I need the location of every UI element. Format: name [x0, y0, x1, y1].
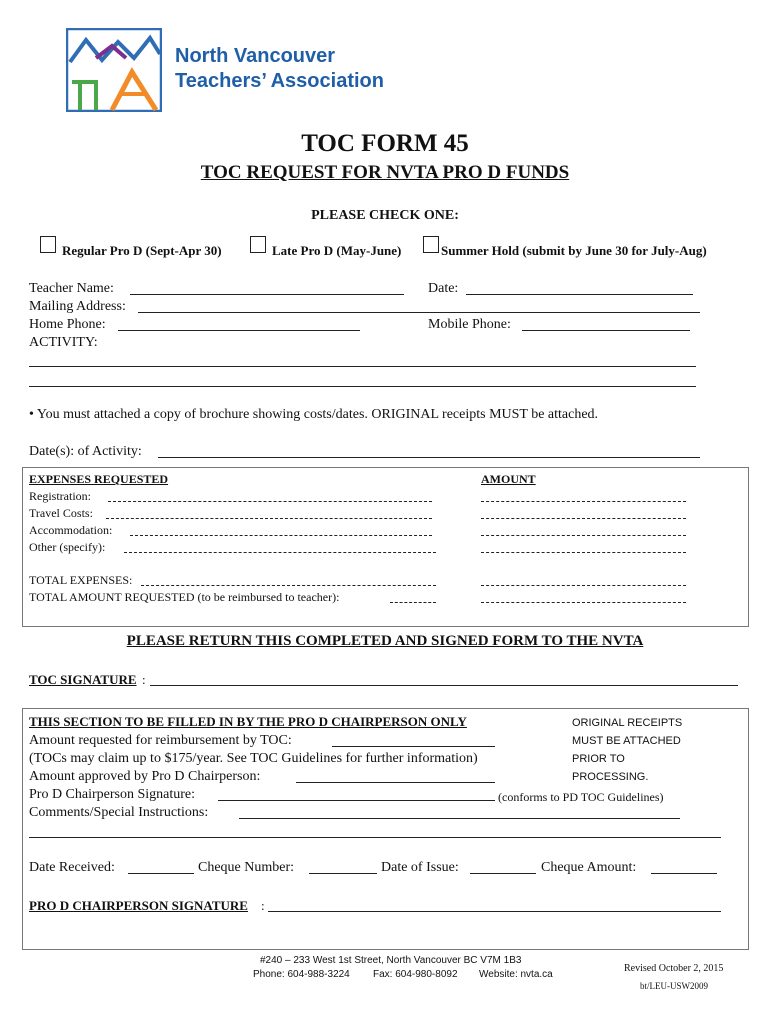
comments-label: Comments/Special Instructions:	[29, 805, 209, 820]
chair-signature-label: Pro D Chairperson Signature:	[29, 787, 196, 802]
activity-field-line-1[interactable]	[29, 366, 696, 367]
footer-fax: Fax: 604-980-8092	[373, 969, 458, 980]
date-field[interactable]	[466, 294, 693, 295]
amount-field-registration[interactable]	[481, 501, 686, 502]
dates-of-activity-field[interactable]	[158, 457, 700, 458]
expense-field-registration[interactable]	[108, 501, 432, 502]
revised-date: Revised October 2, 2015	[624, 963, 724, 974]
expense-label-other: Other (specify):	[29, 540, 106, 554]
amount-requested-field[interactable]	[332, 746, 495, 747]
expense-field-travel[interactable]	[106, 518, 432, 519]
org-name-line2: Teachers’ Association	[175, 70, 384, 92]
date-received-field[interactable]	[128, 873, 194, 874]
teacher-name-field[interactable]	[130, 294, 404, 295]
option-label-summer: Summer Hold (submit by June 30 for July-Aug)	[441, 243, 707, 258]
expense-field-other[interactable]	[124, 552, 436, 553]
pro-d-signature-colon: :	[261, 898, 265, 913]
dates-of-activity-label: Date(s): of Activity:	[29, 444, 142, 459]
pro-d-signature-field[interactable]	[268, 911, 721, 912]
footer-phone: Phone: 604-988-3224	[253, 969, 350, 980]
toc-claim-note: (TOCs may claim up to $175/year. See TOC Guidelines for further information)	[29, 751, 478, 766]
logo-mark-icon	[66, 28, 162, 112]
home-phone-label: Home Phone:	[29, 317, 106, 332]
amount-heading: AMOUNT	[481, 472, 536, 486]
total-requested-amount[interactable]	[481, 602, 686, 603]
toc-signature-label: TOC SIGNATURE	[29, 672, 137, 687]
amount-field-other[interactable]	[481, 552, 686, 553]
cheque-amount-field[interactable]	[651, 873, 717, 874]
attachment-notice: • You must attached a copy of brochure showing costs/dates. ORIGINAL receipts MUST be attached.	[29, 407, 599, 422]
toc-signature-colon: :	[142, 672, 146, 687]
mobile-phone-field[interactable]	[522, 330, 690, 331]
mailing-address-label: Mailing Address:	[29, 299, 126, 314]
amount-field-travel[interactable]	[481, 518, 686, 519]
total-requested-label: TOTAL AMOUNT REQUESTED (to be reimbursed to teacher):	[29, 590, 340, 604]
expense-label-registration: Registration:	[29, 489, 91, 503]
total-expenses-field[interactable]	[141, 585, 436, 586]
teacher-name-label: Teacher Name:	[29, 281, 114, 296]
union-code: bt/LEU-USW2009	[640, 981, 708, 991]
form-subtitle: TOC REQUEST FOR NVTA PRO D FUNDS	[200, 162, 570, 183]
checkbox-late-pro-d[interactable]	[250, 236, 266, 253]
mailing-address-field[interactable]	[138, 312, 700, 313]
return-notice: PLEASE RETURN THIS COMPLETED AND SIGNED FORM TO THE NVTA	[126, 633, 644, 649]
checkbox-regular-pro-d[interactable]	[40, 236, 56, 253]
expenses-heading: EXPENSES REQUESTED	[29, 472, 169, 486]
receipts-note-4: PROCESSING.	[572, 771, 649, 783]
footer-website: Website: nvta.ca	[479, 969, 553, 980]
chair-section-heading: THIS SECTION TO BE FILLED IN BY THE PRO D CHAIRPERSON ONLY	[29, 714, 467, 729]
toc-signature-field[interactable]	[150, 685, 738, 686]
activity-label: ACTIVITY:	[29, 335, 98, 350]
cheque-number-field[interactable]	[309, 873, 377, 874]
receipts-note-1: ORIGINAL RECEIPTS	[572, 717, 683, 729]
receipts-note-2: MUST BE ATTACHED	[572, 735, 681, 747]
expense-label-accommodation: Accommodation:	[29, 523, 113, 537]
date-of-issue-label: Date of Issue:	[381, 860, 459, 875]
checkbox-summer-hold[interactable]	[423, 236, 439, 253]
cheque-number-label: Cheque Number:	[198, 860, 295, 875]
date-label: Date:	[428, 281, 459, 296]
comments-field-line-2[interactable]	[29, 837, 721, 838]
amount-approved-label: Amount approved by Pro D Chairperson:	[29, 769, 261, 784]
total-requested-field[interactable]	[390, 602, 436, 603]
activity-field-line-2[interactable]	[29, 386, 696, 387]
total-expenses-label: TOTAL EXPENSES:	[29, 573, 133, 587]
footer-address: #240 – 233 West 1st Street, North Vancouver BC V7M 1B3	[260, 955, 522, 966]
comments-field-line-1[interactable]	[239, 818, 680, 819]
form-title: TOC FORM 45	[301, 130, 469, 157]
pro-d-signature-label: PRO D CHAIRPERSON SIGNATURE	[29, 898, 248, 913]
home-phone-field[interactable]	[118, 330, 360, 331]
date-received-label: Date Received:	[29, 860, 115, 875]
option-label-late: Late Pro D (May-June)	[272, 243, 402, 258]
nvta-logo	[66, 28, 162, 112]
receipts-note-3: PRIOR TO	[572, 753, 625, 765]
mobile-phone-label: Mobile Phone:	[428, 317, 511, 332]
amount-field-accommodation[interactable]	[481, 535, 686, 536]
expense-label-travel: Travel Costs:	[29, 506, 93, 520]
cheque-amount-label: Cheque Amount:	[541, 860, 637, 875]
org-name-line1: North Vancouver	[175, 45, 336, 67]
chair-signature-field[interactable]	[218, 800, 495, 801]
date-of-issue-field[interactable]	[470, 873, 536, 874]
total-expenses-amount[interactable]	[481, 585, 686, 586]
amount-approved-field[interactable]	[296, 782, 495, 783]
check-one-heading: PLEASE CHECK ONE:	[311, 208, 459, 223]
expense-field-accommodation[interactable]	[130, 535, 432, 536]
amount-requested-label: Amount requested for reimbursement by TOC:	[29, 733, 292, 748]
conforms-note: (conforms to PD TOC Guidelines)	[498, 790, 664, 804]
option-label-regular: Regular Pro D (Sept-Apr 30)	[62, 243, 222, 258]
